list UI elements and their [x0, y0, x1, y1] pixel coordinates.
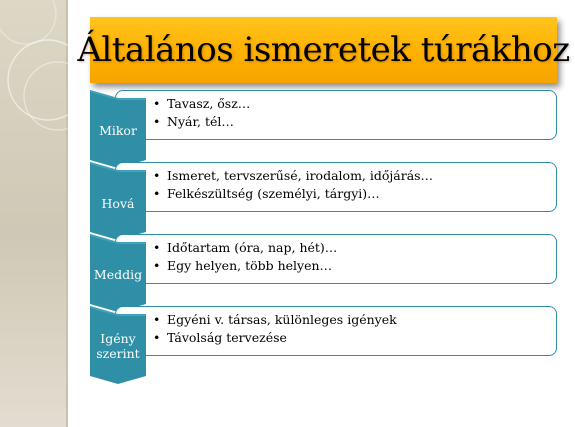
list-item: [0, 162, 575, 238]
list-item: [0, 90, 575, 166]
bullet-item: • Nyár, tél…: [153, 114, 234, 129]
bullet-item: • Időtartam (óra, nap, hét)…: [153, 240, 338, 255]
bullet-list: [153, 311, 397, 347]
row-label: Hová: [101, 196, 135, 211]
bullet-list: [153, 239, 337, 275]
bullet-item: • Távolság tervezése: [153, 330, 287, 345]
content-box: [115, 306, 557, 356]
bullet-item: • Felkészültség (személyi, tárgyi)…: [153, 186, 380, 201]
bullet-item: • Egy helyen, több helyen…: [153, 258, 333, 273]
title-banner: [77, 17, 570, 83]
content-box: [115, 90, 557, 140]
list-item: [0, 306, 575, 382]
content-box: [115, 234, 557, 284]
row-label: Meddig: [93, 267, 143, 282]
bullet-item: • Ismeret, tervszerűsé, irodalom, időjárás…: [153, 168, 434, 183]
row-label: Igény szerint: [96, 331, 140, 361]
bullet-item: • Egyéni v. társas, különleges igények: [153, 312, 397, 327]
page-title: Általános ismeretek túrákhoz: [77, 30, 570, 70]
row-label: Mikor: [99, 123, 137, 138]
bullet-item: • Tavasz, ősz…: [153, 96, 251, 111]
list-item: [0, 234, 575, 310]
bullet-list: [153, 167, 433, 203]
bullet-list: [153, 95, 250, 131]
content-box: [115, 162, 557, 212]
